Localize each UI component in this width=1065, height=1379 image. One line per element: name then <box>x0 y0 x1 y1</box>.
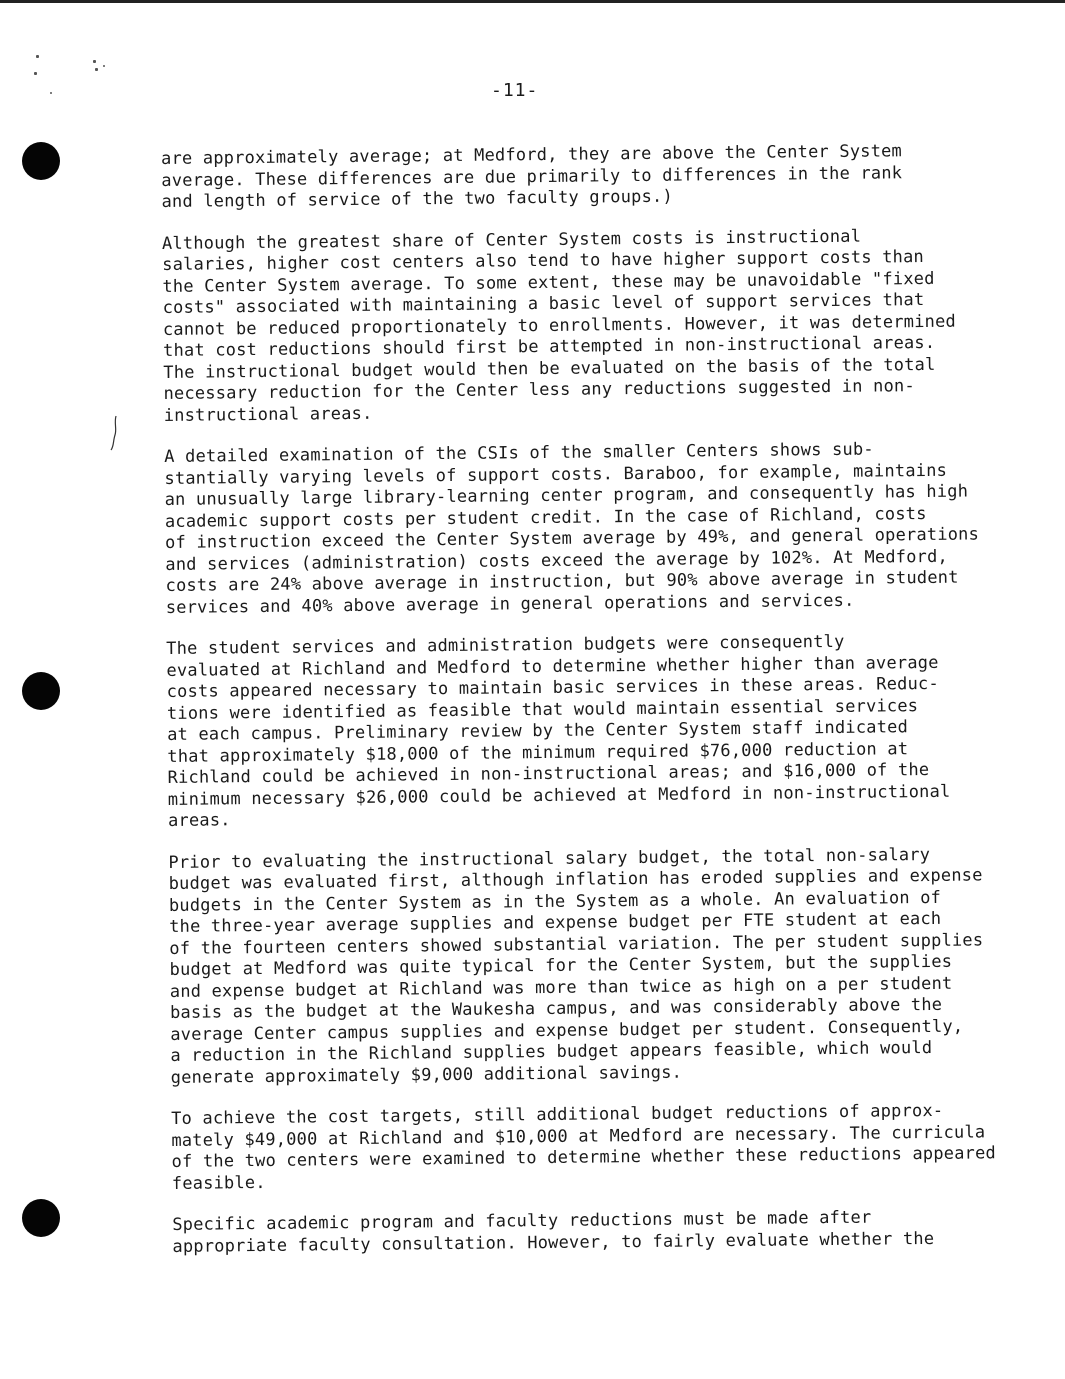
page-number: -11- <box>491 80 539 101</box>
scan-speck <box>36 55 39 58</box>
paragraph: Specific academic program and faculty reductions must be made after appropriate faculty consultation. However, to fairly evaluate whether the <box>172 1207 935 1257</box>
paragraph: Prior to evaluating the instructional salary budget, the total non-salary budget was evaluated first, although inflation has eroded supplies and expense budgets in the Center System as in the System as a whole. An evaluation of the three-year average supplies and expense budget per FTE student at each of the fourteen centers showed substantial variation. The per student supplies budget at Medford was quite typical for the Center System, but the supplies and expense budget at Richland was more than twice as high on a per student basis as the budget at the Waukesha campus, and was considerably above the average Center campus supplies and expense budget per student. Consequently, a reduction in the Richland supplies budget appears feasible, which would generate approximately $9,000 additional savings. <box>168 844 984 1088</box>
paragraph: Although the greatest share of Center System costs is instructional salaries, higher cost centers also tend to have higher support costs than the Center System average. To some extent, these may be unavoidable "fixed costs" associated with maintaining a basic level of support services that cannot be reduced proportionately to enrollments. However, it was determined that cost reductions should first be attempted in non-instructional areas. The instructional budget would then be evaluated on the basis of the total necessary reduction for the Center less any reductions suggested in non- instructional areas. <box>161 226 957 426</box>
margin-pen-mark <box>108 415 120 451</box>
scan-speck <box>34 72 37 75</box>
punch-hole-icon <box>22 1199 60 1237</box>
paragraph: The student services and administration budgets were consequently evaluated at Richland and Medford to determine whether higher than average costs appeared necessary to maintain basic services in these areas. Reduc- tions were identified as feasible that would maintain essential services at each campus. Preliminary review by the Center System staff indicated that approximately $18,000 of the minimum required $76,000 reduction at Richland could be achieved in non-instructional areas; and $16,000 of the minimum necessary $26,000 could be achieved at Medford in non-instructional areas. <box>166 631 951 831</box>
scan-speck <box>50 92 52 94</box>
paragraph: To achieve the cost targets, still additional budget reductions of approx- mately $49,000 at Richland and $10,000 at Medford are necessary. The curricula of the two centers were examined to determine whether these reductions appeared feasible. <box>171 1100 997 1194</box>
scan-speck <box>103 65 105 67</box>
top-edge-line <box>0 0 1065 3</box>
punch-hole-icon <box>22 672 60 710</box>
scan-speck <box>95 68 98 71</box>
punch-hole-icon <box>22 142 60 180</box>
scan-speck <box>93 60 96 63</box>
paragraph: are approximately average; at Medford, they are above the Center System average. These differences are due primarily to differences in the rank and length of service of the two faculty groups.) <box>161 141 903 212</box>
document-body <box>161 140 1003 1278</box>
paragraph: A detailed examination of the CSIs of the smaller Centers shows sub- stantially varying levels of support costs. Baraboo, for example, maintains an unusually large library-learning center program, and consequently has high academic support costs per student credit. In the case of Richland, costs of instruction exceed the Center System average by 49%, and general operations and services (administration) costs exceed the average by 102%. At Medford, costs are 24% above average in instruction, but 90% above average in student services and 40% above average in general operations and services. <box>164 439 980 618</box>
